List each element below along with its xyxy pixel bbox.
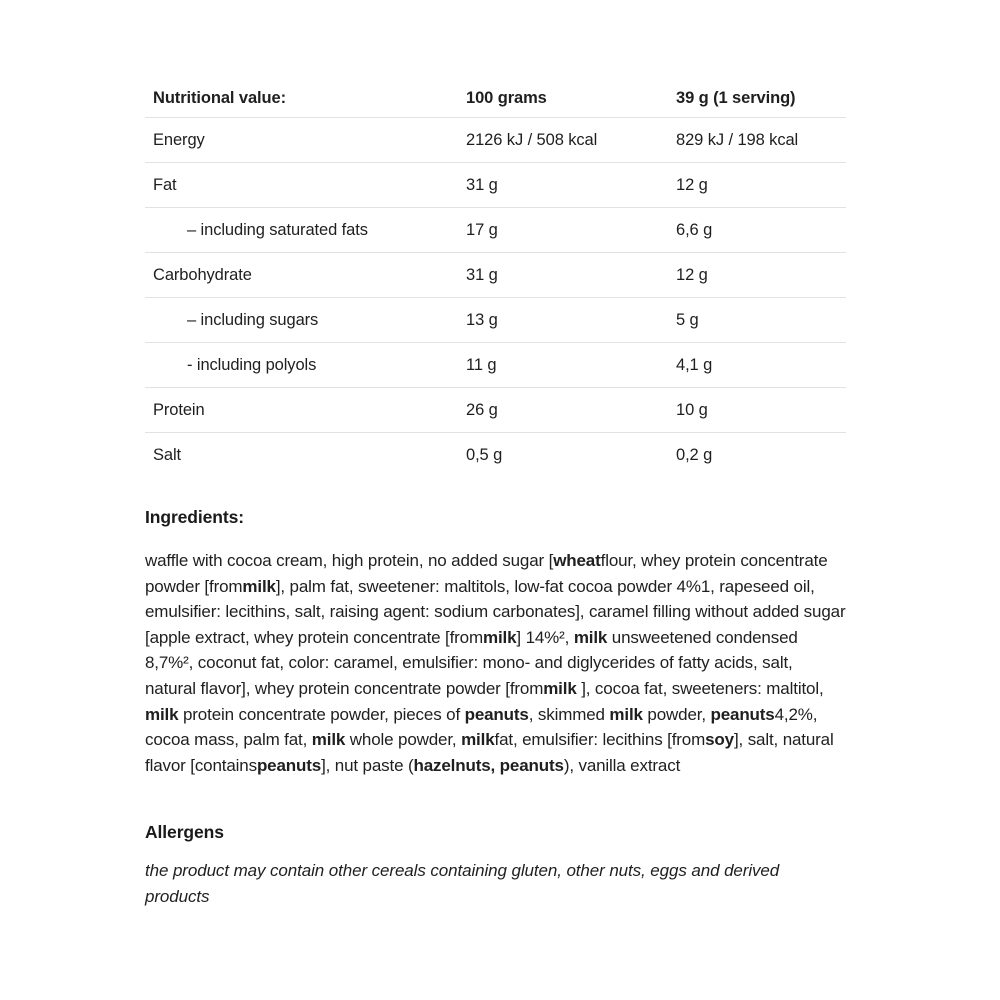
- table-row-salt: [145, 433, 846, 478]
- table-row-polyols: [145, 343, 846, 388]
- table-row-energy: [145, 118, 846, 163]
- value-per-100g: 26 g: [466, 400, 498, 419]
- nutrition-table: [145, 80, 846, 478]
- value-per-serving: 12 g: [676, 175, 708, 194]
- value-per-serving: 5 g: [676, 310, 699, 329]
- table-row-fat: [145, 163, 846, 208]
- allergens-text: the product may contain other cereals containing gluten, other nuts, eggs and derived products: [145, 861, 780, 906]
- value-per-serving: 829 kJ / 198 kcal: [676, 130, 799, 149]
- value-per-100g: 31 g: [466, 265, 498, 284]
- table-row-saturated-fats: [145, 208, 846, 253]
- table-row-protein: [145, 388, 846, 433]
- table-row-carbohydrate: [145, 253, 846, 298]
- ingredients-section: [145, 507, 848, 778]
- value-per-100g: 11 g: [466, 355, 497, 374]
- value-per-100g: 17 g: [466, 220, 498, 239]
- value-per-100g: 0,5 g: [466, 446, 503, 464]
- value-per-serving: 12 g: [676, 265, 708, 284]
- row-label: Carbohydrate: [153, 265, 252, 284]
- value-per-serving: 6,6 g: [676, 220, 713, 239]
- value-per-100g: 2126 kJ / 508 kcal: [466, 130, 598, 149]
- allergens-heading: Allergens: [145, 822, 224, 842]
- table-row-sugars: [145, 298, 846, 343]
- row-label: – including sugars: [187, 310, 319, 329]
- row-label: Energy: [153, 130, 205, 149]
- header-per-serving: 39 g (1 serving): [676, 89, 796, 107]
- row-label: - including polyols: [187, 355, 317, 374]
- ingredients-heading: Ingredients:: [145, 507, 244, 527]
- header-per-100-grams: 100 grams: [466, 89, 547, 107]
- row-label: Salt: [153, 446, 182, 464]
- value-per-100g: 13 g: [466, 310, 498, 329]
- table-header-row: [145, 80, 846, 118]
- value-per-serving: 10 g: [676, 400, 708, 419]
- ingredients-text: waffle with cocoa cream, high protein, no added sugar [wheatflour, whey protein concentrate powder [frommilk], palm fat, sweetener: maltitols, low-fat cocoa powder 4%1, rapeseed oil, emulsifier: lecithins, salt, raising agent: sodium carbonates], caramel filling without added sugar [apple extract, whey protein concentrate [frommilk] 14%², milk unsweetened condensed 8,7%², coconut fat, color: caramel, emulsifier: mono- and diglycerides of fatty acids, salt, natural flavor], whey protein concentrate powder [frommilk ], cocoa fat, sweeteners: maltitol, milk protein concentrate powder, pieces of peanuts, skimmed milk powder, peanuts4,2%, cocoa mass, palm fat, milk whole powder, milkfat, emulsifier: lecithins [fromsoy], salt, natural flavor [containspeanuts], nut paste (hazelnuts, peanuts), vanilla extract: [145, 551, 846, 775]
- allergens-section: [145, 822, 848, 909]
- row-label: Protein: [153, 400, 205, 419]
- row-label: – including saturated fats: [187, 220, 368, 239]
- value-per-100g: 31 g: [466, 175, 498, 194]
- row-label: Fat: [153, 175, 177, 194]
- value-per-serving: 4,1 g: [676, 355, 713, 374]
- header-nutritional-value: Nutritional value:: [153, 89, 286, 107]
- value-per-serving: 0,2 g: [676, 446, 713, 464]
